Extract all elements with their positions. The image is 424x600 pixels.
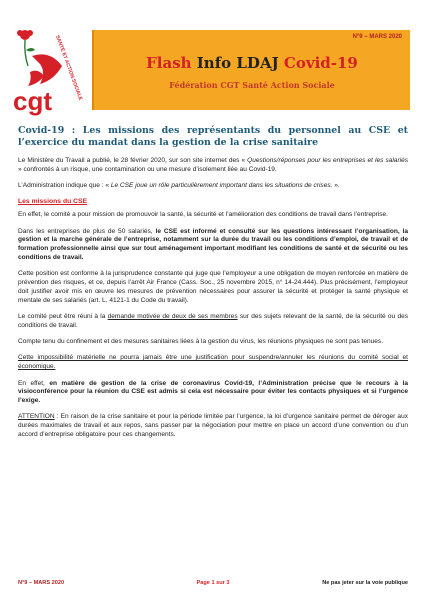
svg-text:SANTÉ ET ACTION SOCIALE: SANTÉ ET ACTION SOCIALE <box>54 34 84 102</box>
paragraph-jurisprudence: Cette position est conforme à la jurisprudence constante qui juge que l’employeur a une obligation de moyen renforcée en matière de prévention des risques, et ce, depuis l’arrêt Air France (Cass. Soc., 25 novembre 2015, n° 14-24.444). Plus précisément, l’employeur doit justifier avoir mis en œuvre les mesures de prévention nécessaires pour assurer la sécurité et protéger la santé physique et mentale de ses salariés (art. L. 4121-1 du Code du travail). <box>18 270 408 304</box>
header-banner <box>92 30 410 110</box>
logo-ribbon <box>48 34 84 102</box>
article-body <box>18 125 408 447</box>
federation-subtitle: Fédération CGT Santé Action Sociale <box>169 80 335 90</box>
article-title: Covid-19 : Les missions des représentants du personnel au CSE et l’exercice du mandat dans la gestion de la crise sanitaire <box>18 125 408 148</box>
paragraph-attention: ATTENTION : En raison de la crise sanitaire et pour la période limitée par l’urgence, la loi d’urgence sanitaire permet de déroger aux durées maximales de travail et aux repos, sans passer par la négociation pour mettre en place un accord d’une convention ou d’un accord d’entreprise obligatoire pour ces changements. <box>18 413 408 439</box>
paragraph-reunion: Le comité peut être réuni à la demande motivée de deux de ses membres sur des sujets relevant de la santé, de la sécurité ou des conditions de travail. <box>18 313 408 329</box>
paragraph-mission: En effet, le comité a pour mission de promouvoir la santé, la sécurité et l’amélioration des conditions de travail dans l’entreprise. <box>18 211 388 219</box>
footer-issue: N°9 – MARS 2020 <box>18 580 65 586</box>
logo-brand-text: cgt <box>13 86 52 116</box>
footer-notice: Ne pas jeter sur la voie publique <box>322 580 408 586</box>
footer-page-number: Page 1 sur 3 <box>196 580 230 586</box>
paragraph-administration: L’Administration indique que : « Le CSE joue un rôle particulièrement important dans les situations de crises. ». <box>18 182 340 190</box>
paragraph-visioconference: En effet, en matière de gestion de la crise de coronavirus Covid-19, l’Administration précise que le recours à la visioconférence pour la réunion du CSE est admis si cela est nécessaire pour éviter les contacts physiques et si l’urgence l’exige. <box>18 379 408 405</box>
paragraph-intro: Le Ministère du Travail a publié, le 28 février 2020, sur son site internet des « Questions/réponses pour les entreprises et les salariés » confrontés à un risque, une contamination ou une mesure d’isolement liée au Covid-19. <box>18 157 409 173</box>
issue-number: N°9 – MARS 2020 <box>352 34 402 40</box>
title-flash: Flash <box>146 54 197 72</box>
title-covid: Covid-19 <box>283 54 358 72</box>
section-heading: Les missions du CSE <box>18 198 88 206</box>
title-info-ldaj: Info LDAJ <box>196 54 284 72</box>
paragraph-impossibilite: Cette impossibilité matérielle ne pourra jamais être une justification pour suspendre/annuler les réunions du comité social et économique. <box>18 354 408 371</box>
paragraph-consultation: Dans les entreprises de plus de 50 salariés, le CSE est informé et consulté sur les questions intéressant l’organisation, la gestion et la marche générale de l’entreprise, notamment sur la durée du travail ou les conditions d’emploi, de travail et de formation professionnelle ainsi que sur tout aménagement important modifiant les conditions de santé et de sécurité ou les conditions de travail. <box>18 227 409 262</box>
newsletter-title <box>94 54 410 72</box>
paragraph-confinement: Compte tenu du confinement et des mesures sanitaires liées à la gestion du virus, les réunions physiques ne sont pas tenues. <box>18 338 384 346</box>
page-footer <box>18 580 408 590</box>
